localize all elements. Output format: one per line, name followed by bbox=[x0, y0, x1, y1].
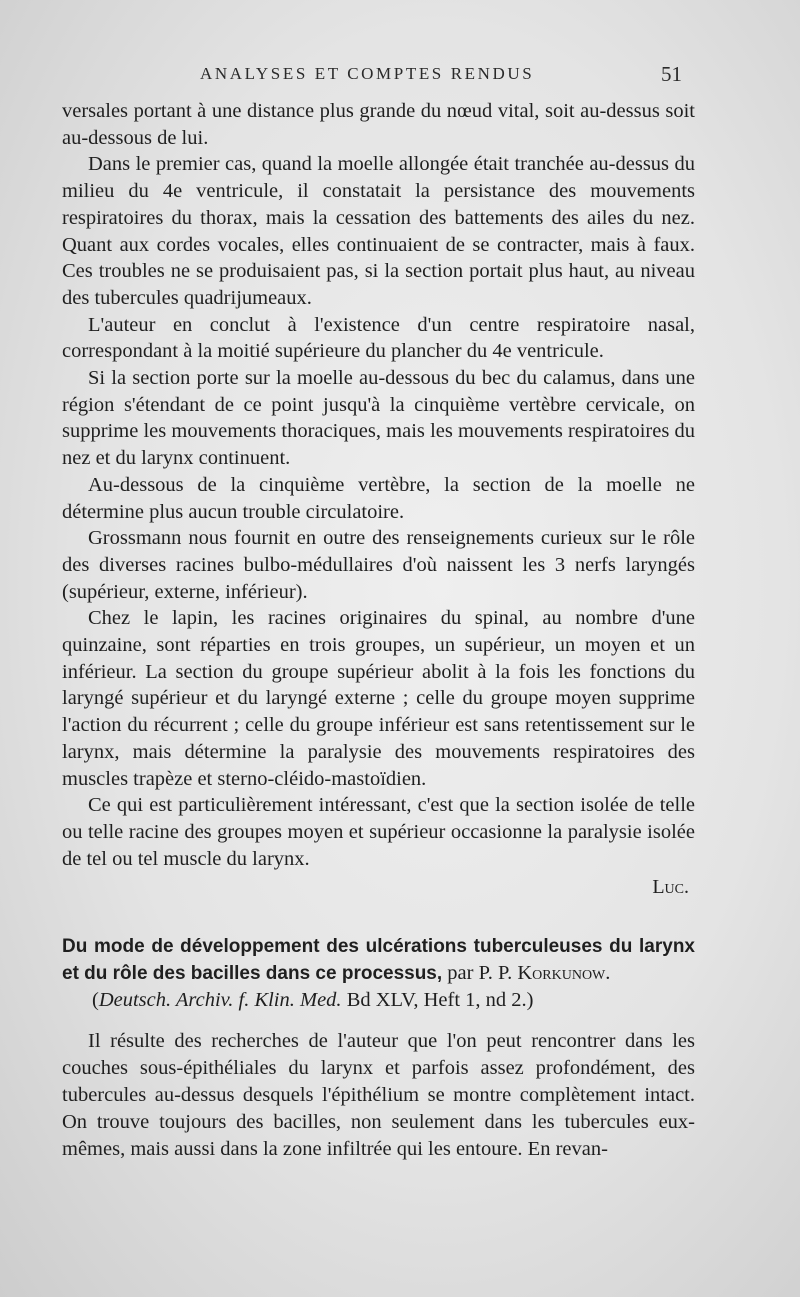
paragraph: L'auteur en conclut à l'existence d'un centre respiratoire nasal, correspondant à la moitié supérieure du plancher du 4e ventricule. bbox=[62, 313, 695, 363]
article-author: Korkunow. bbox=[517, 962, 611, 984]
article-title: Du mode de développement des ulcérations tuberculeuses du larynx et du rôle des bacilles dans ce processus, bbox=[62, 936, 695, 984]
paragraph: Dans le premier cas, quand la moelle allongée était tranchée au-dessus du milieu du 4e ventricule, il constatait la persistance des mouvements respiratoires du thorax, mais la cessation des battements des ailes du nez. Quant aux cordes vocales, elles continuaient de se contracter, mais à faux. Ces troubles ne se produisaient pas, si la section portait plus haut, au niveau des tubercules quadrijumeaux. bbox=[62, 153, 695, 309]
running-title: ANALYSES ET COMPTES RENDUS bbox=[200, 64, 535, 83]
page-header bbox=[200, 62, 682, 92]
article-section bbox=[62, 933, 695, 1163]
article-body: Il résulte des recherches de l'auteur que l'on peut rencontrer dans les couches sous-épithéliales du larynx et parfois assez profondément, des tubercules au-dessus desquels l'épithélium se montre complètement intact. On trouve toujours des bacilles, non seulement dans les tubercules eux-mêmes, mais aussi dans la zone infiltrée qui les entoure. En revan- bbox=[62, 1030, 695, 1160]
citation-details: Bd XLV, Heft 1, nd 2.) bbox=[346, 989, 534, 1011]
paragraph: Chez le lapin, les racines originaires du spinal, au nombre d'une quinzaine, sont réparties en trois groupes, un supérieur, un moyen et un inférieur. La section du groupe supérieur abolit à la fois les fonctions du laryngé supérieur et du laryngé externe ; celle du groupe moyen supprime l'action du récurrent ; celle du groupe inférieur est sans retentissement sur le larynx, mais détermine la paralysie des mouvements respiratoires des muscles trapèze et sterno-cléido-mastoïdien. bbox=[62, 607, 695, 790]
article-by: par P. P. bbox=[447, 962, 513, 984]
article-citation bbox=[62, 987, 695, 1014]
paragraph: Grossmann nous fournit en outre des renseignements curieux sur le rôle des diverses racines bulbo-médullaires d'où naissent les 3 nerfs laryngés (supérieur, externe, inférieur). bbox=[62, 527, 695, 603]
paragraph: Au-dessous de la cinquième vertèbre, la section de la moelle ne détermine plus aucun trouble circulatoire. bbox=[62, 473, 695, 523]
paragraph: Si la section porte sur la moelle au-dessous du bec du calamus, dans une région s'étendant de ce point jusqu'à la cinquième vertèbre cervicale, on supprime les mouvements thoraciques, mais les mouvements respiratoires du nez et du larynx continuent. bbox=[62, 367, 695, 470]
article-heading bbox=[62, 933, 695, 1014]
paragraph: Ce qui est particulièrement intéressant, c'est que la section isolée de telle ou telle racine des groupes moyen et supérieur occasionne la paralysie isolée de tel ou tel muscle du larynx. bbox=[62, 794, 695, 870]
paragraph: versales portant à une distance plus grande du nœud vital, soit au-dessus soit au-dessous de lui. bbox=[62, 100, 695, 149]
signature: Luc. bbox=[652, 876, 689, 899]
journal-name: Deutsch. Archiv. f. Klin. Med. bbox=[98, 989, 342, 1011]
body-text bbox=[62, 98, 695, 901]
page-number: 51 bbox=[661, 62, 682, 86]
citation-open: ( bbox=[92, 989, 99, 1011]
